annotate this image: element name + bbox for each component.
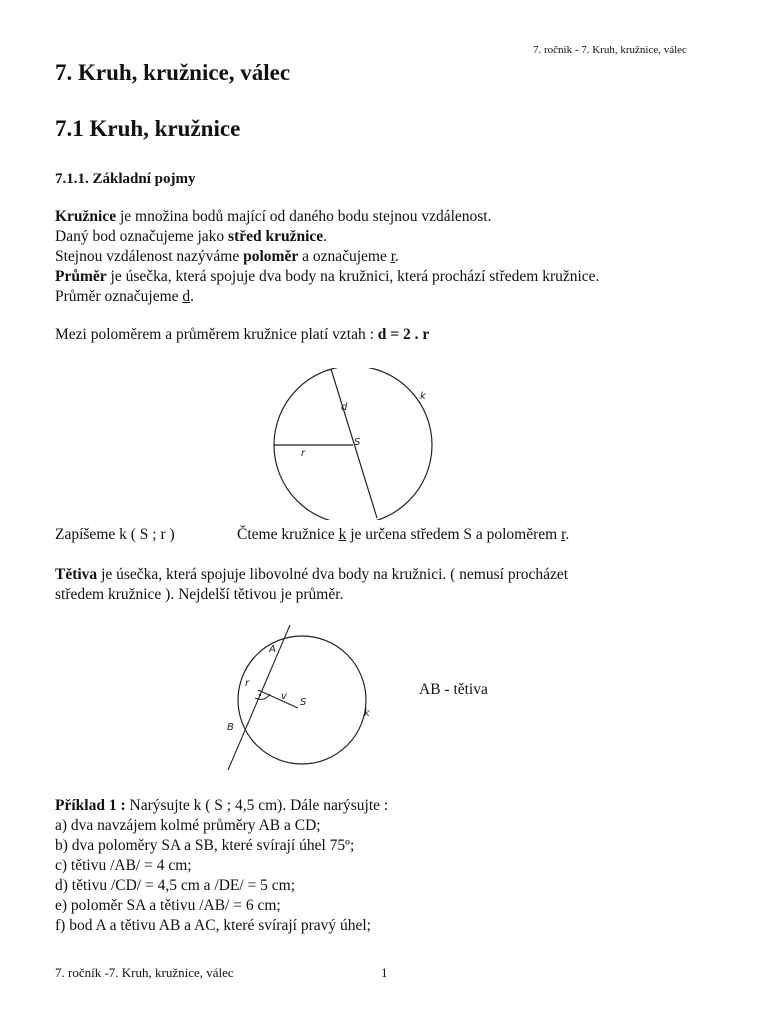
label-r: r: [301, 448, 306, 459]
running-header: 7. ročník - 7. Kruh, kružnice, válec: [533, 44, 687, 56]
footer-title: 7. ročník -7. Kruh, kružnice, válec: [55, 965, 234, 980]
label-S2: S: [300, 697, 307, 708]
definitions-paragraph: [55, 207, 599, 307]
example-heading: Příklad 1 : Narýsujte k ( S ; 4,5 cm). Dále narýsujte :: [55, 797, 389, 814]
example-item-c: c) tětivu /AB/ = 4 cm;: [55, 857, 192, 874]
definition-line-4: Průměr je úsečka, která spojuje dva body na kružnici, která prochází středem kružnice.: [55, 268, 600, 285]
label-S: S: [354, 437, 361, 448]
chord-line-1: Tětiva je úsečka, která spojuje libovolné dva body na kružnici. ( nemusí procházet: [55, 566, 569, 583]
label-r2: r: [245, 678, 250, 689]
example-block: [55, 796, 388, 936]
definition-line-5: Průměr označujeme d.: [55, 288, 195, 305]
chord-line-2: středem kružnice ). Nejdelší tětivou je průměr.: [55, 586, 344, 603]
label-B: B: [227, 722, 234, 733]
circle-k: [274, 368, 432, 520]
example-item-b: b) dva poloměry SA a SB, které svírají úhel 75º;: [55, 837, 355, 854]
notation-read: Čteme kružnice k je určena středem S a poloměrem r.: [237, 526, 570, 543]
circle-figure-2: [220, 620, 390, 772]
label-k2: k: [364, 708, 370, 719]
page-number: 1: [381, 965, 388, 980]
example-item-e: e) poloměr SA a tětivu /AB/ = 6 cm;: [55, 897, 281, 914]
label-A: A: [269, 644, 276, 655]
chapter-title: 7. Kruh, kružnice, válec: [55, 60, 291, 85]
example-item-a: a) dva navzájem kolmé průměry AB a CD;: [55, 817, 321, 834]
definition-line-3: Stejnou vzdálenost nazýváme poloměr a označujeme r.: [55, 248, 399, 265]
example-item-f: f) bod A a tětivu AB a AC, které svírají pravý úhel;: [55, 917, 371, 934]
section-title: 7.1 Kruh, kružnice: [55, 116, 241, 141]
chord-paragraph: [55, 565, 568, 605]
relation-line: Mezi poloměrem a průměrem kružnice platí vztah : d = 2 . r: [55, 326, 430, 343]
subsection-title: 7.1.1. Základní pojmy: [55, 171, 196, 187]
label-v: v: [281, 691, 287, 702]
definition-line-1: Kružnice je množina bodů mající od daného bodu stejnou vzdálenost.: [55, 208, 492, 225]
label-d: d: [341, 402, 348, 413]
definition-line-2: Daný bod označujeme jako střed kružnice.: [55, 228, 328, 245]
circle-figure-1: [268, 368, 438, 520]
right-angle-dot: [259, 694, 261, 696]
label-k: k: [420, 391, 426, 402]
notation-write: Zapíšeme k ( S ; r ): [55, 526, 175, 543]
example-item-d: d) tětivu /CD/ = 4,5 cm a /DE/ = 5 cm;: [55, 877, 296, 894]
ab-chord-note: AB - tětiva: [419, 681, 488, 698]
